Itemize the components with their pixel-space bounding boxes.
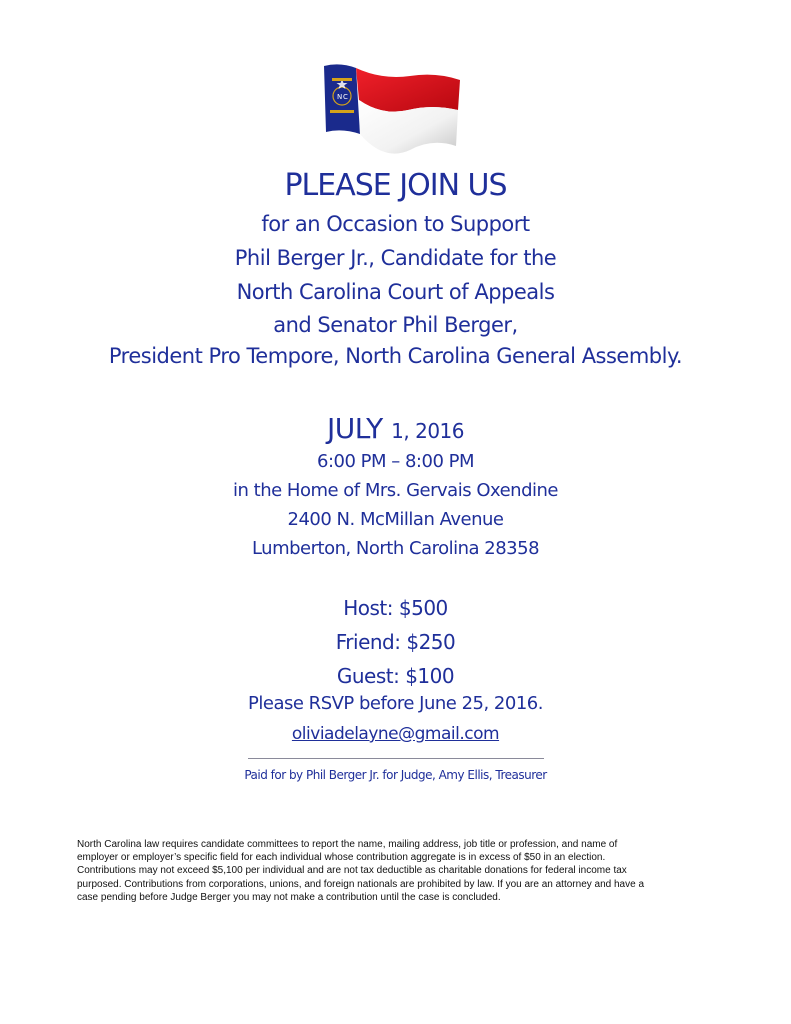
- disclaimer-line: Contributions may not exceed $5,100 per individual and are not tax deductible as charitable donations for federal income tax: [77, 865, 627, 877]
- disclaimer-line: North Carolina law requires candidate committees to report the name, mailing address, job title or profession, and name of: [77, 839, 618, 850]
- disclaimer-line: case pending before Judge Berger you may not make a contribution until the case is concluded.: [77, 891, 501, 903]
- event-host-home: in the Home of Mrs. Gervais Oxendine: [233, 480, 558, 501]
- rsvp-email-link[interactable]: oliviadelayne@gmail.com: [291, 724, 500, 744]
- event-date-day-year: 1, 2016: [391, 419, 464, 443]
- disclaimer-line: employer or employer’s specific field for each individual whose contribution aggregate is in excess of $50 in an election.: [77, 852, 606, 864]
- rsvp-note: Please RSVP before June 25, 2016.: [248, 693, 543, 714]
- contribution-level: Friend: $250: [335, 630, 456, 654]
- disclaimer-line: purposed. Contributions from corporations, unions, and foreign nationals are prohibited by law. If you are an attorney and have a: [77, 878, 645, 890]
- intro-line: and Senator Phil Berger,: [273, 313, 518, 337]
- event-date: [0, 412, 791, 445]
- legal-disclaimer: [77, 838, 717, 904]
- svg-text:C: C: [343, 93, 348, 101]
- divider: [248, 758, 544, 759]
- paid-for-by: Paid for by Phil Berger Jr. for Judge, Amy Ellis, Treasurer: [244, 768, 547, 782]
- event-date-month: JULY: [327, 412, 383, 445]
- event-street: 2400 N. McMillan Avenue: [287, 509, 504, 530]
- svg-text:N: N: [337, 93, 343, 101]
- intro-line: North Carolina Court of Appeals: [236, 280, 555, 304]
- intro-line: for an Occasion to Support: [261, 212, 530, 236]
- intro-line: Phil Berger Jr., Candidate for the: [234, 246, 557, 270]
- contribution-level: Guest: $100: [336, 664, 455, 688]
- rsvp-email-container: [0, 724, 791, 744]
- event-city: Lumberton, North Carolina 28358: [251, 538, 540, 559]
- page-title: PLEASE JOIN US: [284, 168, 507, 203]
- event-time: 6:00 PM – 8:00 PM: [317, 451, 474, 472]
- intro-line: President Pro Tempore, North Carolina General Assembly.: [108, 344, 683, 368]
- north-carolina-flag-icon: [320, 58, 462, 166]
- contribution-level: Host: $500: [343, 596, 448, 620]
